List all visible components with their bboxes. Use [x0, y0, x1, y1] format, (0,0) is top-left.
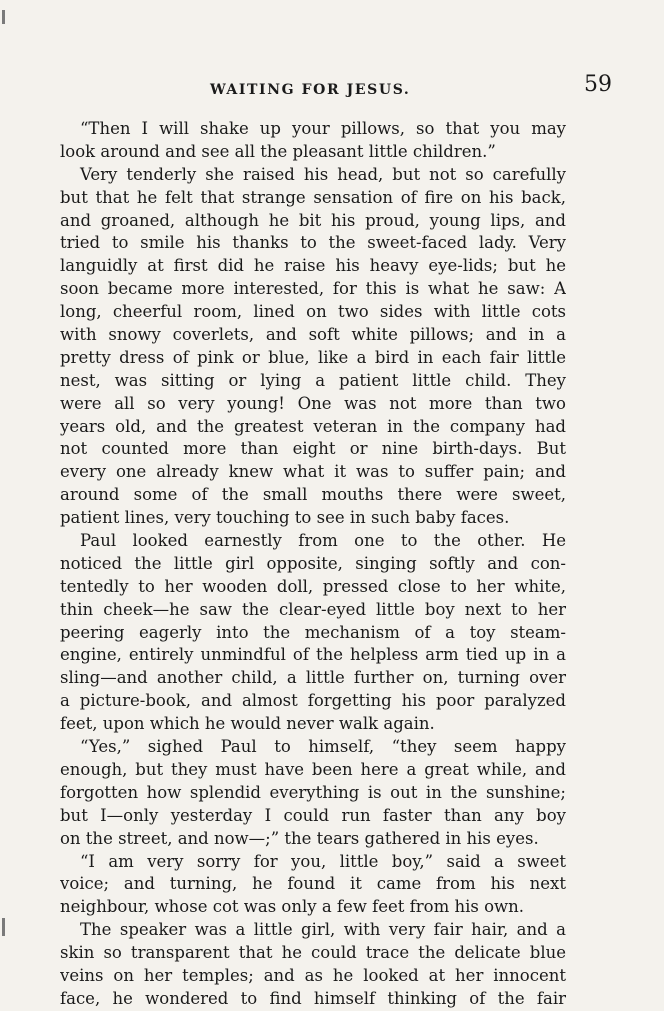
- margin-mark: [2, 10, 5, 24]
- text-line: “Then I will shake up your pillows, so that you may: [80, 119, 566, 138]
- text-line: and groaned, although he bit his proud, young lips, and: [60, 210, 566, 230]
- text-line: but I—only yesterday I could run faster than any boy: [60, 805, 566, 825]
- text-line: look around and see all the pleasant little children.”: [60, 141, 496, 161]
- text-line: Paul looked earnestly from one to the other. He: [80, 531, 566, 551]
- text-line: a picture-book, and almost forgetting his poor paralyzed: [60, 691, 566, 711]
- text-line: tried to smile his thanks to the sweet-faced lady. Very: [60, 233, 566, 253]
- text-line: thin cheek—he saw the clear-eyed little boy next to her: [60, 599, 566, 619]
- text-line: soon became more interested, for this is what he saw: A: [60, 279, 566, 299]
- text-line: noticed the little girl opposite, singing softly and con-: [60, 553, 566, 573]
- text-line: years old, and the greatest veteran in the company had: [60, 416, 566, 436]
- page-header: [60, 72, 612, 106]
- text-line: with snowy coverlets, and soft white pillows; and in a: [60, 325, 566, 345]
- page-number: 59: [584, 72, 612, 97]
- text-line: but that he felt that strange sensation of fire on his back,: [60, 187, 566, 207]
- text-line: around some of the small mouths there were sweet,: [60, 485, 566, 505]
- text-line: feet, upon which he would never walk again.: [60, 714, 435, 734]
- text-line: skin so transparent that he could trace the delicate blue: [60, 943, 566, 963]
- text-line: every one already knew what it was to suffer pain; and: [60, 462, 566, 482]
- text-line: “Yes,” sighed Paul to himself, “they seem happy: [80, 737, 566, 757]
- text-line: pretty dress of pink or blue, like a bird in each fair little: [60, 347, 566, 367]
- text-line: languidly at first did he raise his heavy eye-lids; but he: [60, 256, 566, 276]
- text-line: engine, entirely unmindful of the helpless arm tied up in a: [60, 645, 566, 665]
- text-line: enough, but they must have been here a great while, and: [60, 759, 566, 779]
- text-line: voice; and turning, he found it came from his next: [60, 874, 566, 894]
- text-line: patient lines, very touching to see in such baby faces.: [60, 508, 510, 528]
- text-line: face, he wondered to find himself thinking of the fair: [60, 988, 566, 1008]
- text-line: were all so very young! One was not more than two: [60, 393, 566, 413]
- text-line: sling—and another child, a little further on, turning over: [60, 668, 566, 688]
- running-title: WAITING FOR JESUS.: [210, 82, 411, 98]
- text-line: long, cheerful room, lined on two sides with little cots: [60, 302, 566, 322]
- text-line: “I am very sorry for you, little boy,” said a sweet: [80, 851, 566, 871]
- text-line: veins on her temples; and as he looked at her innocent: [60, 965, 566, 985]
- text-line: tentedly to her wooden doll, pressed close to her white,: [60, 576, 566, 596]
- text-line: peering eagerly into the mechanism of a toy steam-: [60, 622, 566, 642]
- text-line: nest, was sitting or lying a patient little child. They: [60, 370, 566, 390]
- body-text: [60, 118, 566, 1011]
- text-line: neighbour, whose cot was only a few feet from his own.: [60, 897, 525, 917]
- text-line: not counted more than eight or nine birth-days. But: [60, 439, 566, 459]
- text-line: Very tenderly she raised his head, but not so carefully: [80, 164, 566, 184]
- text-line: The speaker was a little girl, with very fair hair, and a: [80, 920, 566, 940]
- margin-mark: [2, 918, 5, 936]
- text-line: forgotten how splendid everything is out in the sunshine;: [60, 782, 566, 802]
- text-line: on the street, and now—;” the tears gathered in his eyes.: [60, 828, 539, 848]
